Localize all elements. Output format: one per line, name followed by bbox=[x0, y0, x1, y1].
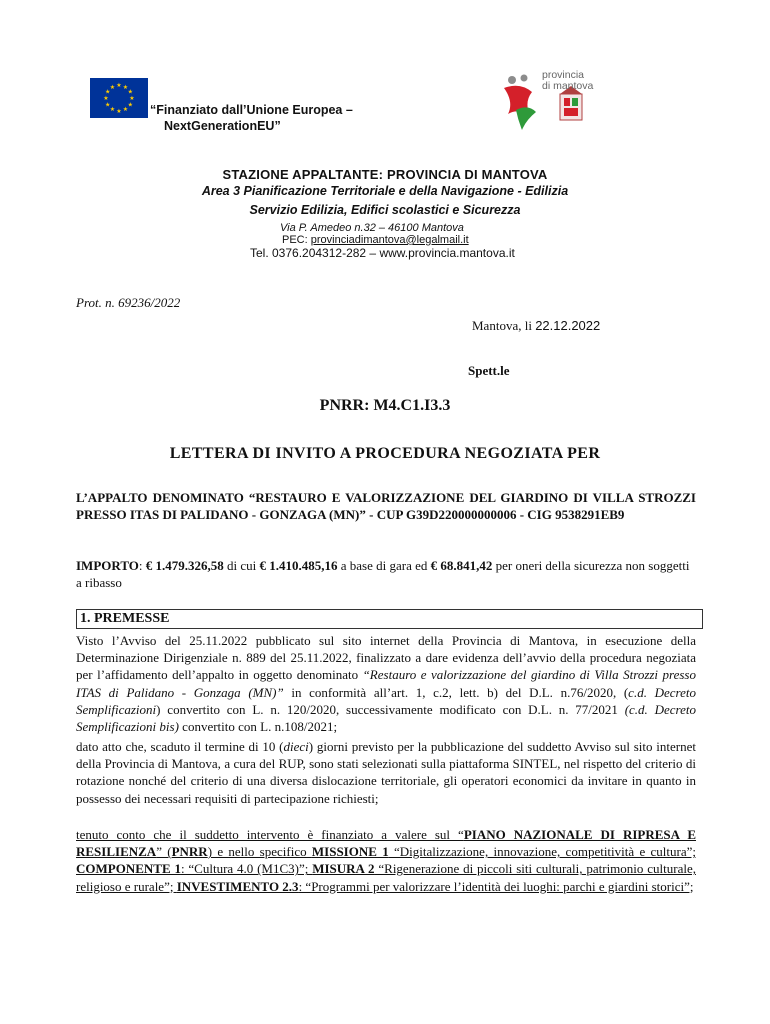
amount-text-3: per oneri della sicurezza non soggetti a ribasso bbox=[76, 558, 690, 590]
pec-email-link[interactable]: provinciadimantova@legalmail.it bbox=[310, 234, 469, 246]
p3-text-c: ” ( bbox=[156, 844, 172, 860]
tel-line: Tel. 0376.204312-282 – www.provincia.mantova.it bbox=[250, 246, 515, 260]
p1-text-e: ) convertito con L. n. 120/2020, successivamente modificato con D.L. n. 77/2021 bbox=[156, 701, 625, 717]
date-line bbox=[472, 318, 600, 334]
address-line: Via P. Amedeo n.32 – 46100 Mantova bbox=[280, 222, 464, 234]
stazione-appaltante: STAZIONE APPALTANTE: PROVINCIA DI MANTOVA bbox=[222, 167, 548, 182]
p3-text-j: MISURA 2 bbox=[312, 861, 375, 877]
section-title: 1. PREMESSE bbox=[80, 611, 170, 626]
svg-text:★: ★ bbox=[116, 108, 122, 115]
p1-text-d: c.d. Decreto Semplificazioni bbox=[76, 684, 696, 717]
eu-funding-caption bbox=[150, 102, 353, 134]
pnrr-code: PNRR: M4.C1.I3.3 bbox=[319, 397, 451, 414]
p3-text-e: ) e nello specifico bbox=[207, 844, 312, 860]
p3-text-d: PNRR bbox=[171, 844, 208, 860]
logo-text bbox=[542, 70, 593, 92]
p3-text-i: : “Cultura 4.0 (M1C3)”; bbox=[180, 861, 313, 877]
svg-text:★: ★ bbox=[103, 95, 109, 102]
amount-text-1: di cui bbox=[223, 558, 260, 573]
svg-text:★: ★ bbox=[129, 95, 135, 102]
contract-subject: L’APPALTO DENOMINATO “RESTAURO E VALORIZZAZIONE DEL GIARDINO DI VILLA STROZZI PRESSO ITAS DI PALIDANO - GONZAGA (MN)” - CUP G39D220000000006 - CIG 9538291EB9 bbox=[76, 490, 696, 522]
p1-text-f: (c.d. Decreto Semplificazioni bis) bbox=[76, 701, 696, 735]
amount-paragraph: IMPORTO: € 1.479.326,58 di cui € 1.410.485,16 a base di gara ed € 68.841,42 per oneri della sicurezza non soggetti a ribasso bbox=[76, 558, 690, 590]
pec-label: PEC: bbox=[282, 234, 311, 246]
eu-caption-line2: NextGenerationEU” bbox=[164, 119, 281, 133]
servizio-line: Servizio Edilizia, Edifici scolastici e Sicurezza bbox=[249, 203, 521, 217]
svg-text:★: ★ bbox=[109, 83, 116, 91]
amount-label: IMPORTO bbox=[76, 558, 139, 573]
p3-text-l: INVESTIMENTO 2.3 bbox=[176, 878, 299, 894]
premesse-paragraph-1 bbox=[76, 632, 696, 735]
area-line: Area 3 Pianificazione Territoriale e della Navigazione - Edilizia bbox=[201, 184, 569, 198]
p3-text-h: COMPONENTE 1 bbox=[76, 861, 181, 877]
date-place: Mantova, li bbox=[472, 318, 536, 333]
amount-text-2: a base di gara ed bbox=[337, 558, 431, 573]
svg-text:★: ★ bbox=[105, 88, 111, 96]
p2-text-c: ) giorni previsto per la pubblicazione del suddetto Avviso sul sito internet della Provincia di Mantova, a cura del RUP, sono stati selezionati sulla piattaforma SINTEL, nel rispetto del criterio di rotazione nonché del criterio di una diversa dislocazione territoriale, gli operatori economici da invitare in quanto in possesso dei necessari requisiti di partecipazione richiesti; bbox=[76, 739, 696, 806]
premesse-paragraph-3 bbox=[76, 826, 696, 895]
document-title: LETTERA DI INVITO A PROCEDURA NEGOZIATA PER bbox=[169, 445, 601, 462]
p1-text-a: Visto l’Avviso del 25.11.2022 pubblicato sul sito internet della Provincia di Mantova, in esecuzione della Determinazione Dirigenziale n. 889 del 25.11.2022, finalizzato a dare evidenza dell’avvio della procedura negoziata per l’affidamento dell’appalto in oggetto denominato bbox=[76, 633, 696, 683]
logo-text-line2: di mantova bbox=[542, 80, 594, 92]
section-title-box bbox=[76, 609, 703, 629]
logo-text-line1: provincia bbox=[542, 69, 585, 81]
p3-text-b: PIANO NAZIONALE DI RIPRESA E RESILIENZA bbox=[76, 827, 696, 860]
protocol-number: Prot. n. 69236/2022 bbox=[76, 295, 181, 310]
p3-text-k: “Rigenerazione di piccoli siti culturali, patrimonio culturale, religioso e rurale”; bbox=[76, 861, 696, 894]
svg-text:★: ★ bbox=[109, 106, 116, 114]
p3-text-m: : “Programmi per valorizzare l’identità dei luoghi: parchi e giardini storici”; bbox=[298, 878, 694, 894]
date-value: 22.12.2022 bbox=[535, 318, 601, 333]
p3-text-f: MISSIONE 1 bbox=[311, 844, 389, 860]
eu-flag-logo bbox=[90, 78, 148, 118]
svg-text:★: ★ bbox=[116, 82, 122, 89]
recipient-salutation: Spett.le bbox=[468, 363, 510, 378]
p3-text-g: “Digitalizzazione, innovazione, competitività e cultura”; bbox=[388, 844, 696, 860]
amount-total: € 1.479.326,58 bbox=[145, 558, 224, 573]
p3-text-a: tenuto conto che il suddetto intervento è finanziato a valere sul “ bbox=[76, 827, 464, 842]
svg-text:★: ★ bbox=[122, 83, 129, 91]
premesse-paragraph-2 bbox=[76, 738, 696, 807]
amount-safety: € 68.841,42 bbox=[430, 558, 493, 573]
p2-text-a: dato atto che, scaduto il termine di 10 ( bbox=[76, 739, 284, 754]
p1-text-c: in conformità all’art. 1, c.2, lett. b) del D.L. n.76/2020, ( bbox=[283, 684, 629, 700]
svg-text:★: ★ bbox=[122, 106, 129, 114]
svg-text:★: ★ bbox=[127, 88, 133, 96]
amount-base: € 1.410.485,16 bbox=[259, 558, 338, 573]
svg-text:★: ★ bbox=[105, 101, 111, 109]
svg-text:★: ★ bbox=[127, 101, 133, 109]
p1-text-g: convertito con L. n.108/2021; bbox=[178, 719, 338, 735]
eu-caption-line1: “Finanziato dall’Unione Europea – bbox=[150, 103, 353, 117]
eu-stars-icon bbox=[90, 78, 148, 118]
p1-text-b: “Restauro e valorizzazione del giardino di Villa Strozzi presso ITAS di Palidano - Gonzaga (MN)” bbox=[76, 667, 696, 700]
pec-line bbox=[282, 234, 469, 246]
p2-text-b: dieci bbox=[283, 739, 309, 754]
